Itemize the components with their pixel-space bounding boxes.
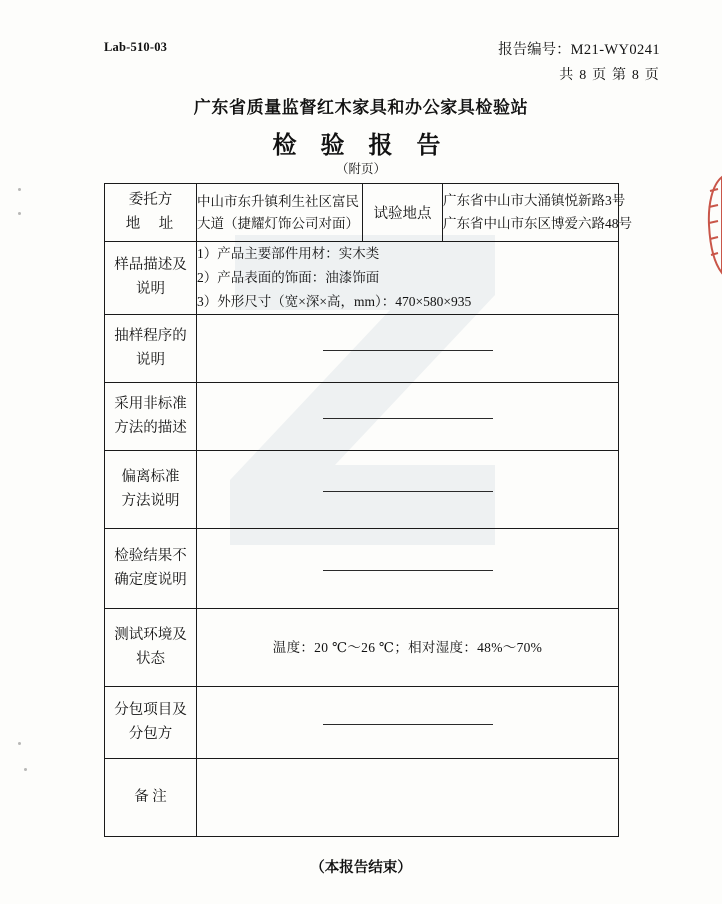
row-label-line2: 状态 <box>136 650 165 667</box>
sample-description-value <box>197 242 619 315</box>
report-number <box>498 38 660 59</box>
dash-line <box>323 349 493 351</box>
dash-line <box>323 723 493 725</box>
report-number-label: 报告编号： <box>498 42 571 58</box>
subcontracting-value <box>197 687 619 759</box>
row-label-line1: 样品描述及 <box>114 257 187 274</box>
table-row <box>105 383 619 451</box>
row-label-test-site: 试验地点 <box>363 184 443 242</box>
row-label-line2: 说明 <box>136 351 165 368</box>
client-address-value <box>197 184 363 242</box>
nonstandard-method-value <box>197 383 619 451</box>
test-site-line2: 广东省中山市东区博爱六路48号 <box>443 215 632 231</box>
row-label-remarks <box>105 759 197 837</box>
test-site-value <box>443 184 632 242</box>
row-label-line1: 检验结果不 <box>114 547 187 564</box>
sampling-procedure-value <box>197 315 619 383</box>
row-label-line2: 地 址 <box>125 215 176 232</box>
table-row <box>105 687 619 759</box>
red-stamp-edge <box>706 175 722 275</box>
report-number-value: M21-WY0241 <box>570 42 660 58</box>
end-of-report-note: （本报告结束） <box>310 860 412 876</box>
row-label-sampling-procedure <box>105 315 197 383</box>
test-environment-value: 温度：20 ℃～26 ℃；相对湿度：48%～70% <box>197 609 619 687</box>
row-label-line2: 方法说明 <box>121 492 180 509</box>
row-label-nonstandard-method <box>105 383 197 451</box>
table-row <box>105 529 619 609</box>
row-label-line2: 分包方 <box>128 725 173 742</box>
organization-title: 广东省质量监督红木家具和办公家具检验站 <box>193 98 529 117</box>
form-code: Lab-510-03 <box>104 40 168 54</box>
row-label-line2: 说明 <box>136 281 165 298</box>
sample-description-item: 1）产品主要部件用材：实木类 <box>197 246 380 261</box>
row-label-line1: 偏离标准 <box>121 468 180 485</box>
page-count: 共 8 页 第 8 页 <box>559 68 660 83</box>
table-row <box>105 315 619 383</box>
remarks-value <box>197 759 619 837</box>
margin-mark <box>18 742 21 745</box>
dash-line <box>323 417 493 419</box>
report-table <box>104 183 632 837</box>
sample-description-item: 2）产品表面的饰面：油漆饰面 <box>197 270 380 286</box>
row-label-sample-description <box>105 242 197 315</box>
page-title: 检 验 报 告 <box>272 133 450 159</box>
deviation-value <box>197 451 619 529</box>
uncertainty-value <box>197 529 619 609</box>
margin-mark <box>18 188 21 191</box>
table-row <box>105 184 619 242</box>
row-label-line1: 抽样程序的 <box>114 327 187 344</box>
row-label-line1: 测试环境及 <box>114 626 187 643</box>
client-address-line2: 大道（捷耀灯饰公司对面） <box>197 215 359 231</box>
table-row <box>105 609 619 687</box>
margin-mark <box>24 768 27 771</box>
margin-mark <box>18 212 21 215</box>
page-subtitle: （附页） <box>335 162 386 176</box>
dash-line <box>323 569 493 571</box>
table-row <box>105 242 619 315</box>
row-label-line1: 采用非标准 <box>114 395 187 412</box>
row-label-line1: 委托方 <box>128 191 173 208</box>
row-label-client <box>105 184 197 242</box>
row-label-line1: 备 注 <box>134 788 167 805</box>
row-label-line2: 确定度说明 <box>114 571 187 588</box>
row-label-subcontracting <box>105 687 197 759</box>
row-label-test-environment <box>105 609 197 687</box>
row-label-line2: 方法的描述 <box>114 419 187 436</box>
table-row <box>105 451 619 529</box>
test-site-line1: 广东省中山市大涌镇悦新路3号 <box>443 192 626 208</box>
row-label-line1: 分包项目及 <box>114 701 187 718</box>
sample-description-item: 3）外形尺寸（宽×深×高，mm）：470×580×935 <box>197 294 472 310</box>
row-label-deviation <box>105 451 197 529</box>
table-row <box>105 759 619 837</box>
dash-line <box>323 490 493 492</box>
client-address-line1: 中山市东升镇利生社区富民 <box>197 193 359 209</box>
row-label-uncertainty <box>105 529 197 609</box>
